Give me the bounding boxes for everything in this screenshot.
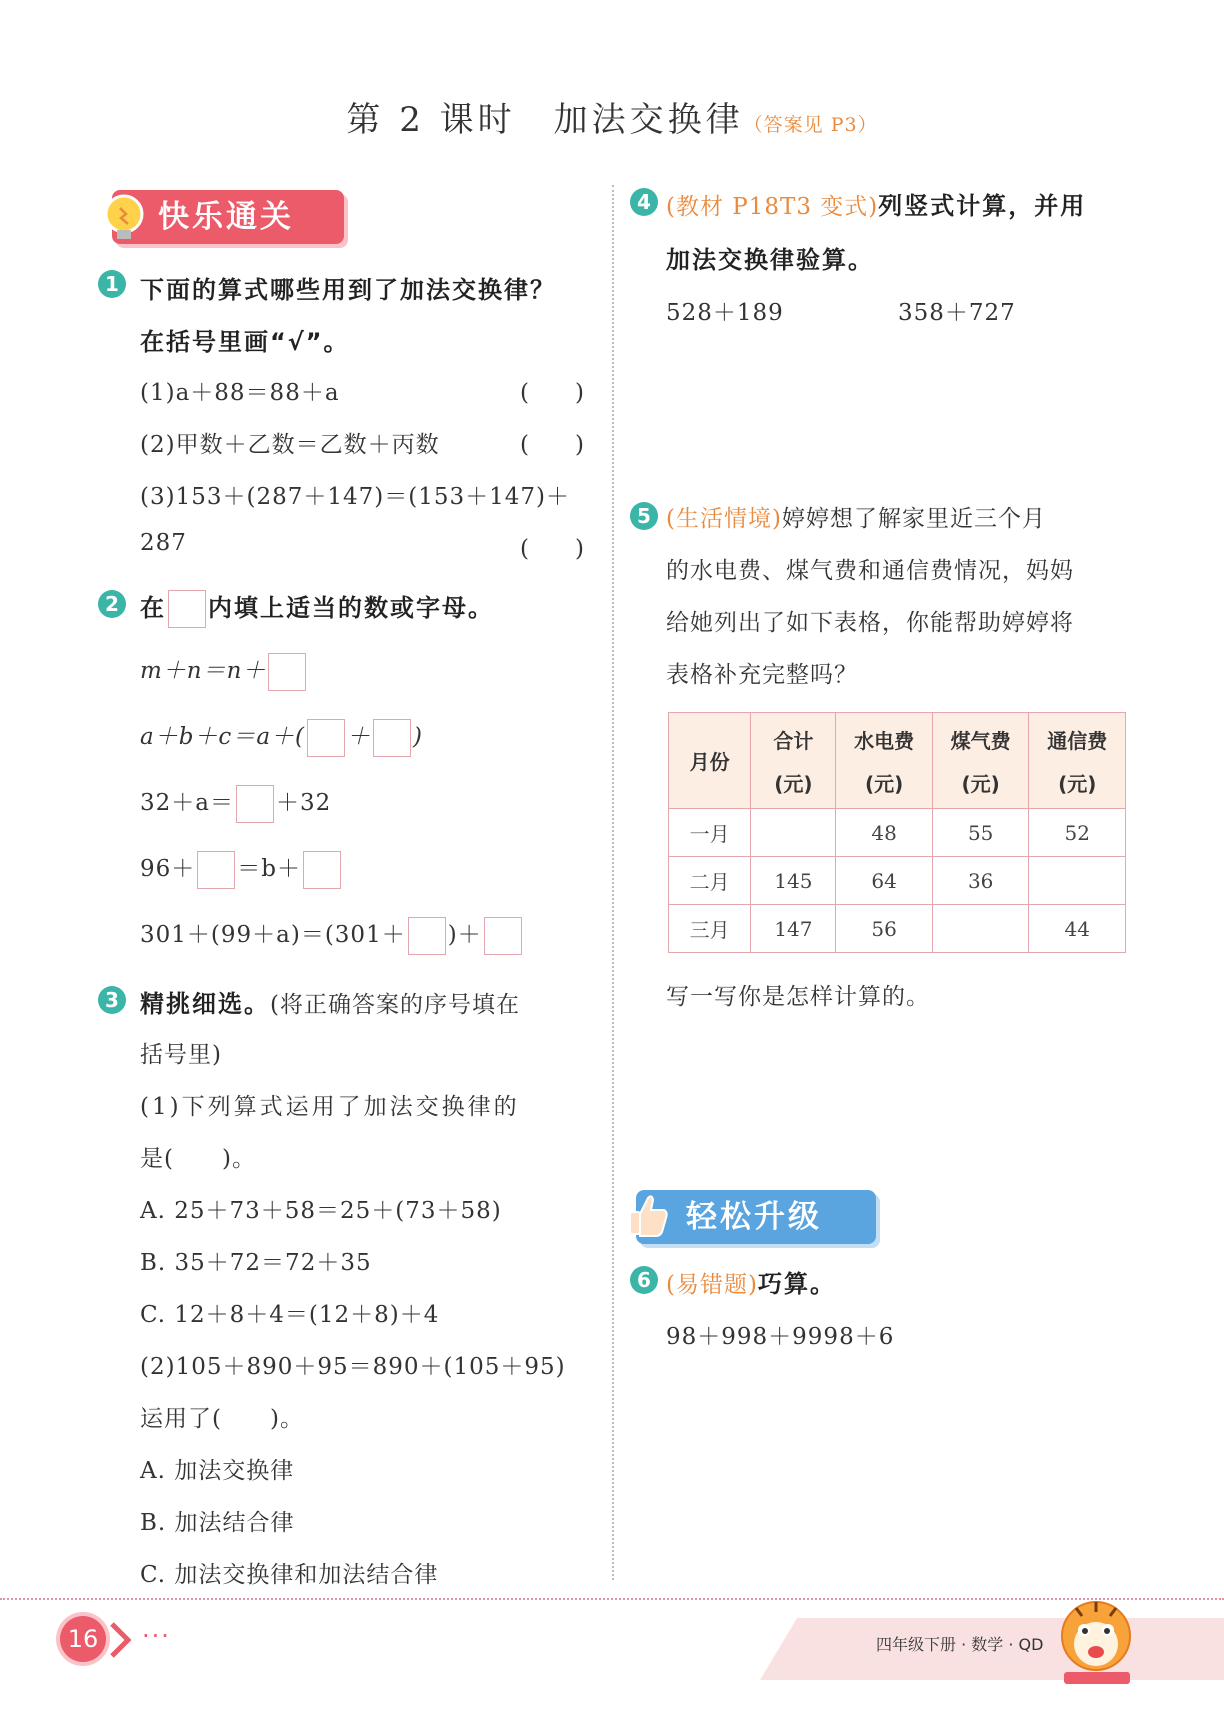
lesson-title: 第 2 课时 加法交换律	[346, 100, 744, 140]
question-text-part: 列竖式计算，并用	[878, 192, 1087, 220]
table-header-row	[669, 713, 1126, 809]
header-label: 煤气费	[950, 728, 1011, 753]
thumbs-up-icon	[622, 1188, 674, 1244]
answer-box[interactable]	[236, 785, 274, 823]
table-cell[interactable]	[932, 905, 1029, 953]
question-note: (将正确答案的序号填在	[270, 992, 520, 1018]
table-row	[669, 809, 1126, 857]
table-cell: 56	[836, 905, 933, 953]
equation-line	[140, 718, 423, 757]
question-text: 表格补充完整吗？	[666, 662, 858, 688]
book-info: 四年级下册 · 数学 · QD	[876, 1635, 1044, 1654]
table-cell: 52	[1029, 809, 1126, 857]
equation-text: )＋	[447, 922, 482, 948]
question-text: 在括号里画“√”。	[140, 328, 350, 356]
table-cell[interactable]	[1029, 857, 1126, 905]
option-text: A. 25＋73＋58＝25＋(73＋58)	[140, 1198, 502, 1224]
tiger-mascot-icon	[1054, 1588, 1140, 1688]
answer-box[interactable]	[303, 851, 341, 889]
equation-text: 301＋(99＋a)＝(301＋	[140, 922, 406, 948]
question-number: 3	[98, 986, 126, 1014]
footer-dots: ···	[142, 1622, 171, 1650]
equation-line	[140, 850, 343, 889]
item-text: (1)a＋88＝88＋a	[140, 380, 340, 406]
question-number: 2	[98, 590, 126, 618]
equation-text: )	[413, 724, 423, 750]
expense-table	[668, 712, 1126, 953]
question-text-part: 婷婷想了解家里近三个月	[781, 506, 1046, 532]
header-label: 合计	[773, 728, 814, 753]
footer-divider	[0, 1598, 1224, 1600]
question-text-part: 精挑细选。	[140, 990, 270, 1018]
page-number: 16	[60, 1616, 106, 1662]
question-text-part: 在	[140, 594, 166, 622]
answer-reference: （答案见 P3）	[743, 114, 878, 136]
item-text: (2)105＋890＋95＝890＋(105＋95)	[140, 1354, 566, 1380]
table-header	[1029, 713, 1126, 809]
table-cell: 二月	[669, 857, 751, 905]
column-divider	[612, 185, 614, 1580]
question-text	[140, 588, 494, 628]
header-unit: (元)	[865, 771, 904, 796]
table-cell: 55	[932, 809, 1029, 857]
question-text-part: 内填上适当的数或字母。	[208, 594, 494, 622]
question-number: 6	[630, 1266, 658, 1294]
answer-box[interactable]	[307, 719, 345, 757]
section-title: 轻松升级	[686, 1199, 822, 1235]
lightbulb-icon	[98, 188, 150, 244]
question-text	[140, 984, 520, 1019]
table-row	[669, 905, 1126, 953]
table-cell: 48	[836, 809, 933, 857]
answer-box[interactable]	[408, 917, 446, 955]
option-text: C. 加法交换律和加法结合律	[140, 1562, 439, 1588]
equation-text: 96＋	[140, 856, 196, 882]
question-number: 4	[630, 188, 658, 216]
section-banner-happy	[112, 190, 344, 244]
equation-line	[140, 784, 331, 823]
section-banner-easy	[636, 1190, 876, 1244]
equation-text: ＋32	[275, 790, 332, 816]
question-note: 括号里)	[140, 1042, 222, 1068]
table-row	[669, 857, 1126, 905]
item-text: (2)甲数＋乙数＝乙数＋丙数	[140, 432, 440, 458]
equation-line	[140, 916, 524, 955]
header-unit: (元)	[1058, 771, 1097, 796]
table-cell: 44	[1029, 905, 1126, 953]
question-text	[666, 186, 1086, 221]
answer-box[interactable]	[484, 917, 522, 955]
equation-text: m＋n＝n＋	[140, 658, 267, 684]
equation-text: 32＋a＝	[140, 790, 234, 816]
question-text: 的水电费、煤气费和通信费情况，妈妈	[666, 558, 1074, 584]
table-cell: 一月	[669, 809, 751, 857]
equation-line	[140, 652, 308, 691]
option-text: C. 12＋8＋4＝(12＋8)＋4	[140, 1302, 440, 1328]
equation-text: ＝b＋	[237, 856, 302, 882]
header-unit: (元)	[961, 771, 1000, 796]
item-text: 287	[140, 530, 187, 556]
option-text: B. 35＋72＝72＋35	[140, 1250, 372, 1276]
expression: 528＋189	[666, 300, 784, 326]
answer-box[interactable]	[268, 653, 306, 691]
equation-text: ＋	[347, 724, 372, 750]
table-header	[932, 713, 1029, 809]
question-text: 写一写你是怎样计算的。	[666, 984, 930, 1010]
question-tag: (易错题)	[666, 1272, 758, 1298]
answer-paren[interactable]: ( )	[520, 432, 584, 458]
question-text: 加法交换律验算。	[666, 246, 874, 274]
table-header: 月份	[669, 713, 751, 809]
question-text	[666, 1264, 836, 1299]
header-label: 水电费	[854, 728, 915, 753]
expression: 98＋998＋9998＋6	[666, 1324, 895, 1350]
answer-paren[interactable]: ( )	[520, 380, 584, 406]
table-cell: 36	[932, 857, 1029, 905]
equation-text: a＋b＋c＝a＋(	[140, 724, 306, 750]
table-header	[836, 713, 933, 809]
chevron-right-icon	[108, 1620, 136, 1660]
answer-box	[168, 590, 206, 628]
expression: 358＋727	[898, 300, 1016, 326]
table-cell: 147	[751, 905, 836, 953]
table-cell: 64	[836, 857, 933, 905]
page-title	[0, 92, 1224, 141]
question-text: 给她列出了如下表格，你能帮助婷婷将	[666, 610, 1074, 636]
question-text-part: 巧算。	[757, 1270, 836, 1298]
header-unit: (元)	[774, 771, 813, 796]
item-text: 运用了( )。	[140, 1406, 304, 1432]
answer-paren[interactable]: ( )	[520, 536, 584, 562]
answer-box[interactable]	[373, 719, 411, 757]
answer-box[interactable]	[197, 851, 235, 889]
section-title: 快乐通关	[158, 199, 294, 235]
table-cell: 三月	[669, 905, 751, 953]
table-cell: 145	[751, 857, 836, 905]
option-text: B. 加法结合律	[140, 1510, 295, 1536]
question-tag: (教材 P18T3 变式)	[666, 194, 879, 220]
question-number: 5	[630, 502, 658, 530]
question-text: 下面的算式哪些用到了加法交换律？	[140, 276, 556, 304]
item-text: (3)153＋(287＋147)＝(153＋147)＋	[140, 484, 570, 510]
table-header	[751, 713, 836, 809]
question-number: 1	[98, 270, 126, 298]
question-text	[666, 500, 1046, 533]
option-text: A. 加法交换律	[140, 1458, 295, 1484]
item-text: (1)下列算式运用了加法交换律的	[140, 1094, 520, 1120]
question-tag: (生活情境)	[666, 506, 782, 532]
item-text: 是( )。	[140, 1146, 256, 1172]
header-label: 通信费	[1047, 728, 1108, 753]
table-cell[interactable]	[751, 809, 836, 857]
